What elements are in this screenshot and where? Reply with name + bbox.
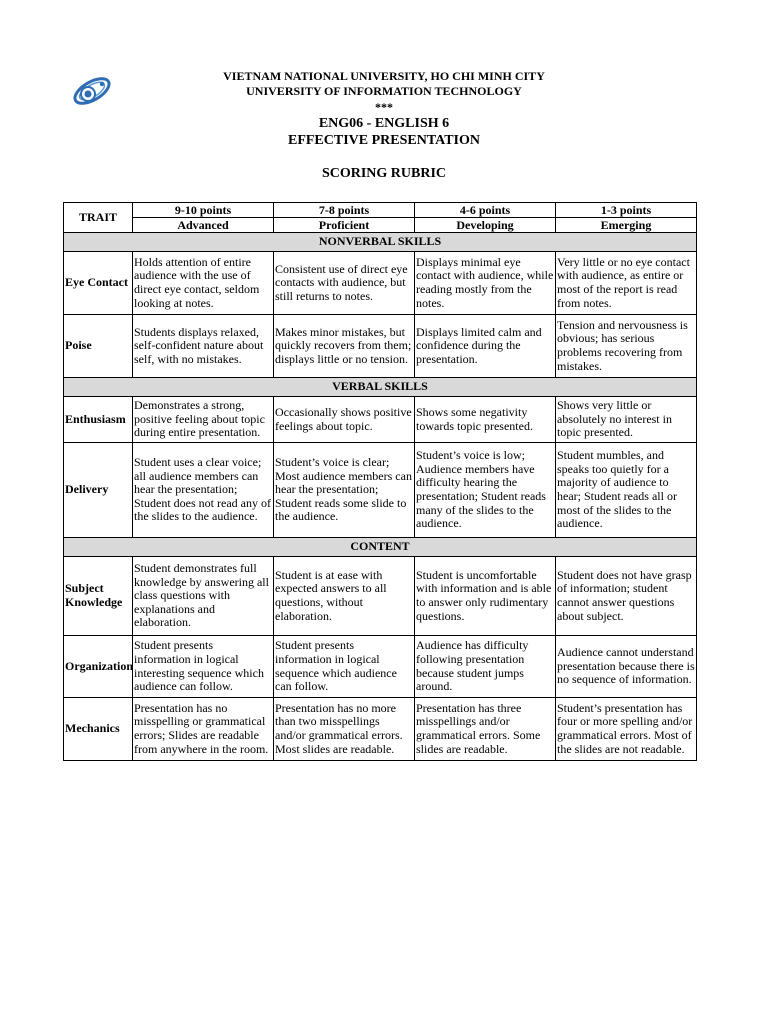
- level-name-header: Advanced: [133, 218, 274, 233]
- table-row: [64, 636, 697, 698]
- table-row: [64, 698, 697, 761]
- rubric-cell: Student is at ease with expected answers to all questions, without elaboration.: [274, 557, 415, 636]
- document-title: SCORING RUBRIC: [321, 166, 447, 181]
- rubric-cell: Student’s presentation has four or more spelling and/or grammatical errors. Most of the slides are not readable.: [556, 698, 697, 761]
- rubric-cell: Displays limited calm and confidence during the presentation.: [415, 315, 556, 378]
- university-name: VIETNAM NATIONAL UNIVERSITY, HO CHI MINH CITY: [223, 69, 545, 83]
- rubric-cell: Occasionally shows positive feelings about topic.: [274, 397, 415, 443]
- level-name-header-row: [64, 218, 697, 233]
- rubric-cell: Makes minor mistakes, but quickly recovers from them; displays little or no tension.: [274, 315, 415, 378]
- trait-name: Subject Knowledge: [64, 557, 133, 636]
- table-row: [64, 315, 697, 378]
- level-points-header: 9-10 points: [133, 203, 274, 218]
- level-points-header: 1-3 points: [556, 203, 697, 218]
- rubric-cell: Student’s voice is low; Audience members have difficulty hearing the presentation; Student reads many of the slides to the audience.: [415, 443, 556, 538]
- rubric-cell: Student presents information in logical interesting sequence which audience can follow.: [133, 636, 274, 698]
- level-name-header: Developing: [415, 218, 556, 233]
- trait-name: Poise: [64, 315, 133, 378]
- table-row: [64, 443, 697, 538]
- rubric-cell: Students displays relaxed, self-confident nature about self, with no mistakes.: [133, 315, 274, 378]
- university-heading: [0, 69, 768, 99]
- rubric-cell: Audience has difficulty following presentation because student jumps around.: [415, 636, 556, 698]
- section-row: [64, 538, 697, 557]
- rubric-cell: Shows some negativity towards topic presented.: [415, 397, 556, 443]
- course-code: ENG06 - ENGLISH 6: [318, 116, 450, 131]
- trait-name: Mechanics: [64, 698, 133, 761]
- scoring-rubric-table: [63, 202, 697, 761]
- level-name-header: Emerging: [556, 218, 697, 233]
- rubric-cell: Presentation has no more than two misspellings and/or grammatical errors. Most slides are readable.: [274, 698, 415, 761]
- section-title: VERBAL SKILLS: [64, 378, 697, 397]
- trait-name: Enthusiasm: [64, 397, 133, 443]
- section-row: [64, 233, 697, 252]
- rubric-cell: Consistent use of direct eye contacts with audience, but still returns to notes.: [274, 252, 415, 315]
- rubric-cell: Audience cannot understand presentation because there is no sequence of information.: [556, 636, 697, 698]
- rubric-cell: Demonstrates a strong, positive feeling about topic during entire presentation.: [133, 397, 274, 443]
- rubric-cell: Student uses a clear voice; all audience members can hear the presentation; Student does not read any of the slides to the audience.: [133, 443, 274, 538]
- level-name-header: Proficient: [274, 218, 415, 233]
- rubric-cell: Presentation has three misspellings and/or grammatical errors. Some slides are readable.: [415, 698, 556, 761]
- rubric-cell: Displays minimal eye contact with audience, while reading mostly from the notes.: [415, 252, 556, 315]
- rubric-cell: Holds attention of entire audience with the use of direct eye contact, seldom looking at notes.: [133, 252, 274, 315]
- rubric-cell: Student’s voice is clear; Most audience members can hear the presentation; Student reads some slide to the audience.: [274, 443, 415, 538]
- trait-name: Eye Contact: [64, 252, 133, 315]
- table-row: [64, 557, 697, 636]
- rubric-cell: Student demonstrates full knowledge by answering all class questions with explanations and elaboration.: [133, 557, 274, 636]
- faculty-name: UNIVERSITY OF INFORMATION TECHNOLOGY: [246, 84, 522, 98]
- table-row: [64, 397, 697, 443]
- trait-header: TRAIT: [64, 203, 133, 233]
- rubric-cell: Student does not have grasp of information; student cannot answer questions about subject.: [556, 557, 697, 636]
- rubric-cell: Student is uncomfortable with information and is able to answer only rudimentary questions.: [415, 557, 556, 636]
- trait-name: Delivery: [64, 443, 133, 538]
- rubric-cell: Student presents information in logical sequence which audience can follow.: [274, 636, 415, 698]
- course-name: EFFECTIVE PRESENTATION: [287, 133, 480, 148]
- section-row: [64, 378, 697, 397]
- rubric-cell: Student mumbles, and speaks too quietly for a majority of audience to hear; Student reads all or most of the slides to the audience.: [556, 443, 697, 538]
- trait-name: Organization: [64, 636, 133, 698]
- rubric-cell: Very little or no eye contact with audience, as entire or most of the report is read from notes.: [556, 252, 697, 315]
- section-title: CONTENT: [64, 538, 697, 557]
- course-heading: [0, 115, 768, 149]
- rubric-cell: Shows very little or absolutely no interest in topic presented.: [556, 397, 697, 443]
- level-points-header: 4-6 points: [415, 203, 556, 218]
- section-title: NONVERBAL SKILLS: [64, 233, 697, 252]
- points-header-row: [64, 203, 697, 218]
- table-row: [64, 252, 697, 315]
- rubric-cell: Tension and nervousness is obvious; has serious problems recovering from mistakes.: [556, 315, 697, 378]
- separator-stars: ***: [375, 100, 393, 114]
- rubric-cell: Presentation has no misspelling or grammatical errors; Slides are readable from anywhere in the room.: [133, 698, 274, 761]
- level-points-header: 7-8 points: [274, 203, 415, 218]
